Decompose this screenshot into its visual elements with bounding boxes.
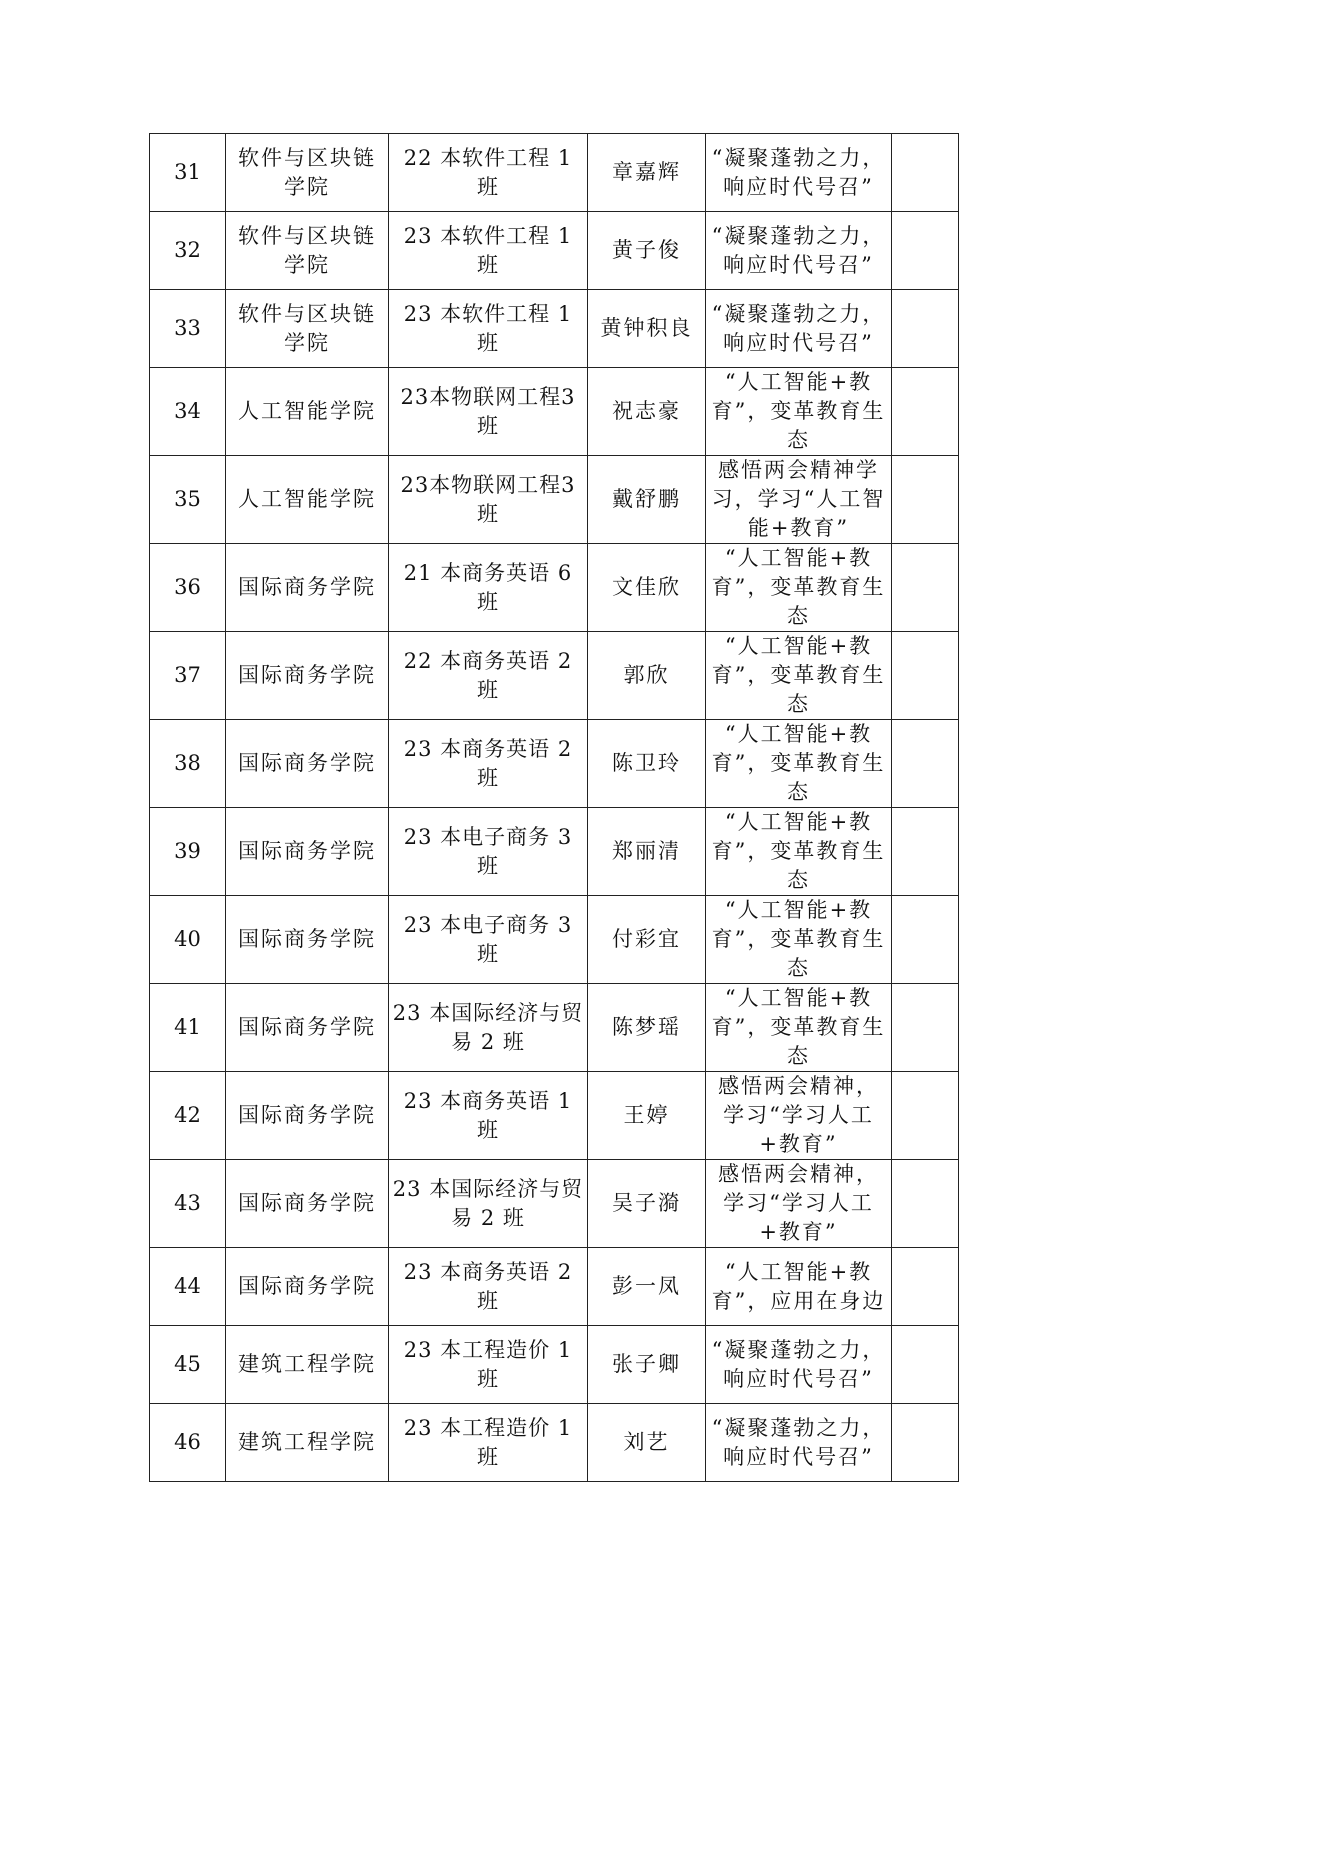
theme-cell: “人工智能+教育”，变革教育生态 [706, 808, 892, 896]
remark-cell [892, 1160, 959, 1248]
student-name-cell: 刘艺 [588, 1404, 706, 1482]
table-row [150, 134, 959, 212]
class-cell: 23 本商务英语 2 班 [389, 1248, 588, 1326]
theme-cell: 感悟两会精神学习，学习“人工智能+教育” [706, 456, 892, 544]
remark-cell [892, 1248, 959, 1326]
remark-cell [892, 1326, 959, 1404]
student-name-cell: 付彩宜 [588, 896, 706, 984]
remark-cell [892, 720, 959, 808]
table-row [150, 212, 959, 290]
class-cell: 23 本工程造价 1 班 [389, 1326, 588, 1404]
remark-cell [892, 896, 959, 984]
class-cell: 23 本软件工程 1 班 [389, 290, 588, 368]
remark-cell [892, 368, 959, 456]
row-number: 40 [150, 896, 226, 984]
college-cell: 国际商务学院 [226, 1160, 389, 1248]
student-name-cell: 黄钟积良 [588, 290, 706, 368]
student-name-cell: 吴子漪 [588, 1160, 706, 1248]
class-cell: 23 本商务英语 2 班 [389, 720, 588, 808]
theme-cell: 感悟两会精神，学习“学习人工+教育” [706, 1072, 892, 1160]
table-row [150, 808, 959, 896]
row-number: 37 [150, 632, 226, 720]
student-name-cell: 郑丽清 [588, 808, 706, 896]
row-number: 32 [150, 212, 226, 290]
theme-cell: “人工智能+教育”，变革教育生态 [706, 632, 892, 720]
remark-cell [892, 544, 959, 632]
table-row [150, 632, 959, 720]
row-number: 34 [150, 368, 226, 456]
student-name-cell: 章嘉辉 [588, 134, 706, 212]
student-name-cell: 张子卿 [588, 1326, 706, 1404]
participant-table [149, 133, 959, 1482]
remark-cell [892, 808, 959, 896]
student-name-cell: 彭一凤 [588, 1248, 706, 1326]
theme-cell: “凝聚蓬勃之力，响应时代号召” [706, 134, 892, 212]
table-row [150, 544, 959, 632]
class-cell: 23 本软件工程 1 班 [389, 212, 588, 290]
table-body [150, 134, 959, 1482]
row-number: 46 [150, 1404, 226, 1482]
row-number: 31 [150, 134, 226, 212]
row-number: 39 [150, 808, 226, 896]
remark-cell [892, 290, 959, 368]
college-cell: 软件与区块链学院 [226, 134, 389, 212]
remark-cell [892, 1072, 959, 1160]
theme-cell: “凝聚蓬勃之力，响应时代号召” [706, 290, 892, 368]
class-cell: 23 本国际经济与贸易 2 班 [389, 984, 588, 1072]
college-cell: 国际商务学院 [226, 1248, 389, 1326]
row-number: 33 [150, 290, 226, 368]
theme-cell: “人工智能+教育”，变革教育生态 [706, 544, 892, 632]
theme-cell: “凝聚蓬勃之力，响应时代号召” [706, 1326, 892, 1404]
student-name-cell: 陈卫玲 [588, 720, 706, 808]
class-cell: 23本物联网工程3班 [389, 368, 588, 456]
theme-cell: “人工智能+教育”，变革教育生态 [706, 984, 892, 1072]
class-cell: 23 本国际经济与贸易 2 班 [389, 1160, 588, 1248]
college-cell: 国际商务学院 [226, 632, 389, 720]
theme-cell: “凝聚蓬勃之力，响应时代号召” [706, 212, 892, 290]
class-cell: 22 本软件工程 1 班 [389, 134, 588, 212]
row-number: 44 [150, 1248, 226, 1326]
college-cell: 国际商务学院 [226, 544, 389, 632]
theme-cell: “人工智能+教育”，变革教育生态 [706, 368, 892, 456]
class-cell: 23本物联网工程3班 [389, 456, 588, 544]
row-number: 36 [150, 544, 226, 632]
table-row [150, 368, 959, 456]
student-name-cell: 文佳欣 [588, 544, 706, 632]
theme-cell: “人工智能+教育”，变革教育生态 [706, 896, 892, 984]
class-cell: 23 本电子商务 3 班 [389, 808, 588, 896]
college-cell: 人工智能学院 [226, 368, 389, 456]
college-cell: 软件与区块链学院 [226, 212, 389, 290]
college-cell: 建筑工程学院 [226, 1404, 389, 1482]
remark-cell [892, 456, 959, 544]
table-row [150, 290, 959, 368]
row-number: 35 [150, 456, 226, 544]
row-number: 42 [150, 1072, 226, 1160]
class-cell: 22 本商务英语 2 班 [389, 632, 588, 720]
student-name-cell: 戴舒鹏 [588, 456, 706, 544]
student-name-cell: 郭欣 [588, 632, 706, 720]
college-cell: 国际商务学院 [226, 808, 389, 896]
college-cell: 国际商务学院 [226, 1072, 389, 1160]
class-cell: 23 本工程造价 1 班 [389, 1404, 588, 1482]
college-cell: 人工智能学院 [226, 456, 389, 544]
college-cell: 建筑工程学院 [226, 1326, 389, 1404]
college-cell: 软件与区块链学院 [226, 290, 389, 368]
theme-cell: 感悟两会精神，学习“学习人工+教育” [706, 1160, 892, 1248]
remark-cell [892, 212, 959, 290]
theme-cell: “凝聚蓬勃之力，响应时代号召” [706, 1404, 892, 1482]
remark-cell [892, 1404, 959, 1482]
row-number: 38 [150, 720, 226, 808]
theme-cell: “人工智能+教育”，变革教育生态 [706, 720, 892, 808]
theme-cell: “人工智能+教育”，应用在身边 [706, 1248, 892, 1326]
table-row [150, 896, 959, 984]
table-row [150, 1326, 959, 1404]
remark-cell [892, 984, 959, 1072]
student-name-cell: 祝志豪 [588, 368, 706, 456]
table-row [150, 720, 959, 808]
college-cell: 国际商务学院 [226, 720, 389, 808]
class-cell: 23 本电子商务 3 班 [389, 896, 588, 984]
class-cell: 21 本商务英语 6 班 [389, 544, 588, 632]
table-row [150, 1160, 959, 1248]
student-name-cell: 黄子俊 [588, 212, 706, 290]
table-row [150, 1072, 959, 1160]
table-row [150, 1404, 959, 1482]
class-cell: 23 本商务英语 1 班 [389, 1072, 588, 1160]
student-name-cell: 王婷 [588, 1072, 706, 1160]
remark-cell [892, 134, 959, 212]
table-row [150, 456, 959, 544]
row-number: 41 [150, 984, 226, 1072]
row-number: 43 [150, 1160, 226, 1248]
table-row [150, 984, 959, 1072]
remark-cell [892, 632, 959, 720]
student-name-cell: 陈梦瑶 [588, 984, 706, 1072]
table-row [150, 1248, 959, 1326]
row-number: 45 [150, 1326, 226, 1404]
college-cell: 国际商务学院 [226, 896, 389, 984]
college-cell: 国际商务学院 [226, 984, 389, 1072]
